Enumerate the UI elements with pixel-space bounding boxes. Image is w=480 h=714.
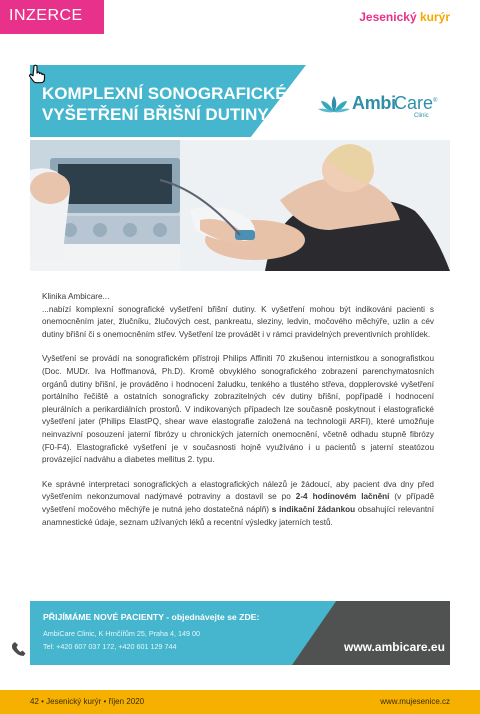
cta-phones[interactable]: Tel: +420 607 037 172, +420 601 129 744 — [43, 642, 177, 651]
hand-pointer-icon — [28, 64, 46, 84]
lotus-logo-icon — [318, 95, 350, 113]
logo-name-bold: Ambi — [352, 93, 396, 113]
fasting-emphasis: 2-4 hodinovém lačnění — [295, 492, 390, 502]
phone-icon — [12, 641, 26, 657]
logo-name-regular: Care® — [394, 93, 438, 113]
cta-heading: PŘIJÍMÁME NOVÉ PACIENTY - objednávejte se ZDE: — [43, 612, 260, 622]
masthead-word1: Jesenický — [359, 10, 417, 24]
intro-line-1: Klinika Ambicare... — [42, 292, 110, 301]
footer-page-info: 42 • Jesenický kurýr • říjen 2020 — [30, 697, 145, 706]
referral-emphasis: s indikační žádankou — [271, 504, 356, 514]
section-tag — [0, 0, 104, 34]
masthead — [359, 10, 450, 24]
cta-address: AmbiCare Clinic, K Hrnčířům 25, Praha 4, 149 00 — [43, 629, 200, 638]
paragraph-2: Vyšetření se provádí na sonografickém přístroji Philips Affiniti 70 zkušenou internistkou a sonografistkou (Doc. MUDr. Iva Hoffmanová, Ph.D). Kromě obvyklého sonografického zobrazení parenchymatosních orgánů dutiny břišní, je prováděno i hodnocení žaludku, tenkého a tlustého střeva, dopplerovské vyšetření portálního řečiště a ostatních sonograficky zobrazitelných cév dutiny břišní, popřípadě i hodnocení pleurálních a perikardiálních prostorů. V indikovaných případech lze současně poskytnout i elastografické vyšetření jater (Philips ElastPQ, shear wave elastografie založená na technologii ARFI), které umožňuje neinvazivní posouzení jaterní fibrózy u chronických jaterních onemocnění, včetně odhadu stupně fibrózy (F0-F4). Elastografické vyšetření je v současnosti hojně využíváno i u pacientů s jaterní steatózou provázející nadváhu a diabetes mellitus 2. typu. — [42, 354, 434, 465]
intro-line-2: ...nabízí komplexní sonografické vyšetření břišní dutiny. K vyšetření mohou být indikováni pacienti s onemocněním jater, žlučníku, žlučových cest, pankreatu, sleziny, ledvin, močového měchýře, uzlin a cév dutiny břišní či s onemocněním střev. Vyšetření lze provádět i v rámci pravidelných preventivních prohlídek. — [42, 304, 434, 339]
title-line-1: KOMPLEXNÍ SONOGRAFICKÉ — [42, 84, 287, 103]
ambicare-logo — [318, 92, 438, 122]
article-title — [42, 83, 302, 125]
website-link[interactable]: www.ambicare.eu — [344, 640, 445, 654]
title-line-2: VYŠETŘENÍ BŘIŠNÍ DUTINY — [42, 105, 269, 124]
masthead-word2: kurýr — [419, 10, 450, 24]
paragraph-3: Ke správné interpretaci sonografických a elastografických nálezů je žádoucí, aby pacient dva dny před vyšetřením nekonzumoval nadýmavé potraviny a dostavil se po 2-4 hodinovém lačnění (v případě vyšetření močového měchýře je nutná jeho dostatečná náplň) s indikační žádankou obsahující relevantní anamnestické údaje, seznam užívaných léků a recentní výsledky jaterních testů. — [42, 479, 435, 527]
intro-paragraph — [42, 291, 434, 341]
ultrasound-photo — [30, 140, 450, 271]
footer-website-link[interactable]: www.mujesenice.cz — [380, 697, 450, 706]
section-tag-label: INZERCE — [9, 7, 83, 24]
article-body — [42, 291, 434, 541]
logo-subtitle: Clinic — [414, 113, 429, 119]
